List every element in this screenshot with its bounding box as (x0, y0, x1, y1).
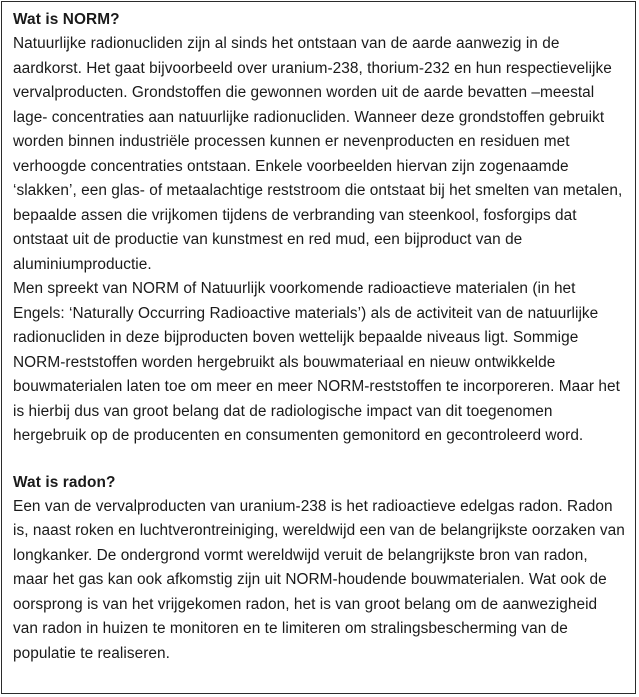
section-heading-radon: Wat is radon? (13, 473, 116, 491)
section-heading-norm: Wat is NORM? (13, 11, 120, 28)
section-spacer (13, 449, 625, 471)
paragraph-norm-2: Men spreekt van NORM of Natuurlijk voorkomende radioactieve materialen (in het Engels: ‘Naturally Occurring Radioactive materials’) als de activiteit van de natuurlijke radionucliden in deze bijproducten boven wettelijk bepaalde niveaus ligt. Sommige NORM-reststoffen worden hergebruikt als bouwmateriaal en nieuw ontwikkelde bouwmaterialen laten toe om meer en meer NORM-reststoffen te incorporeren. Maar het is hierbij dus van groot belang dat de radiologische impact van dit toegenomen hergebruik op de producenten en consumenten gemonitord en gecontroleerd word. (13, 280, 620, 444)
info-box (1, 1, 636, 694)
paragraph-radon-1: Een van de vervalproducten van uranium-238 is het radioactieve edelgas radon. Radon is, naast roken en luchtverontreiniging, wereldwijd een van de belangrijkste oorzaken van longkanker. De ondergrond vormt wereldwijd veruit de belangrijkste bron van radon, maar het gas kan ook afkomstig zijn uit NORM-houdende bouwmaterialen. Wat ook de oorsprong is van het vrijgekomen radon, het is van groot belang om de aanwezigheid van radon in huizen te monitoren en te limiteren om stralingsbescherming van de populatie te realiseren. (13, 497, 625, 662)
section-radon (13, 471, 625, 667)
paragraph-norm-1: Natuurlijke radionucliden zijn al sinds het ontstaan van de aarde aanwezig in de aardkorst. Het gaat bijvoorbeeld over uranium-238, thorium-232 en hun respectievelijke vervalproducten. Grondstoffen die gewonnen worden uit de aarde bevatten –meestal lage- concentraties aan natuurlijke radionucliden. Wanneer deze grondstoffen gebruikt worden binnen industriële processen kunnen er nevenproducten en residuen met verhoogde concentraties ontstaan. Enkele voorbeelden hiervan zijn zogenaamde ‘slakken’, een glas- of metaalachtige reststroom die ontstaat bij het smelten van metalen, bepaalde assen die vrijkomen tijdens de verbranding van steenkool, fosforgips dat ontstaat uit de productie van kunstmest en red mud, een bijproduct van de aluminiumproductie. (13, 35, 623, 273)
section-norm (13, 8, 625, 449)
